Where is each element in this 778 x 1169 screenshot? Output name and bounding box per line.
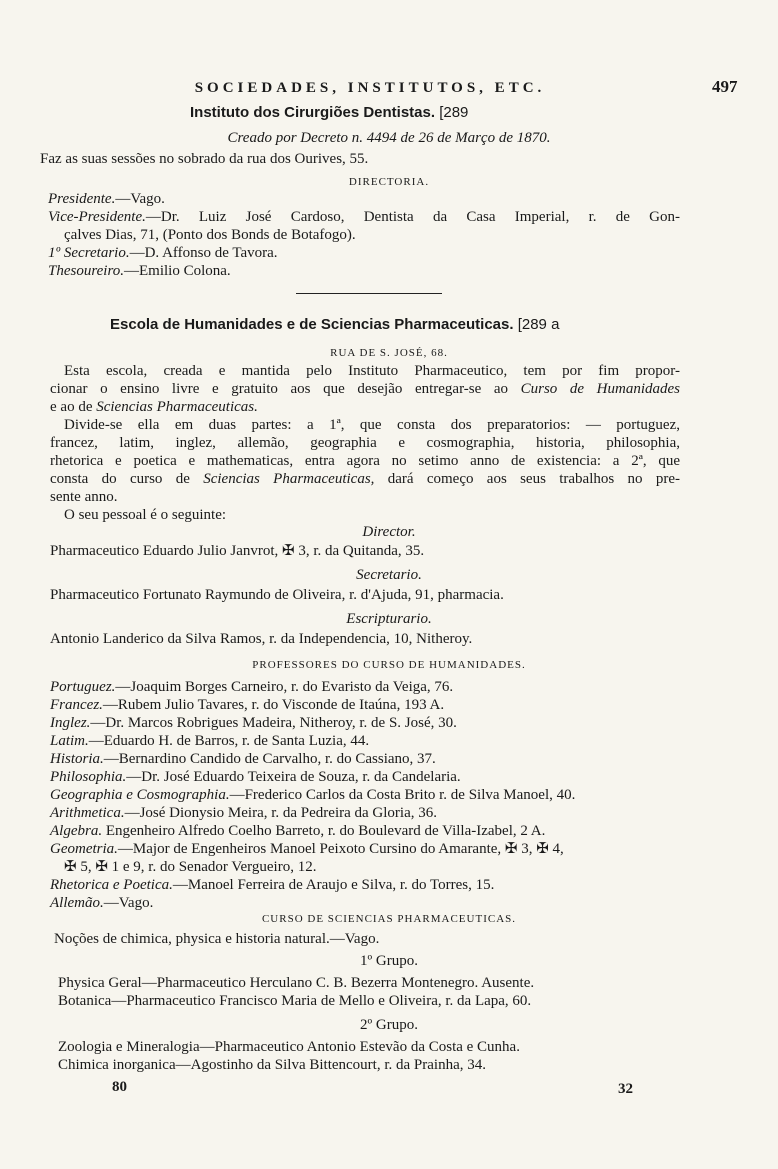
- secretario-label: 1º Secretario.: [48, 245, 130, 261]
- director-line: Pharmaceutico Eduardo Julio Janvrot, ✠ 3, r. da Quitanda, 35.: [50, 543, 425, 559]
- running-title: SOCIEDADES, INSTITUTOS, ETC.: [194, 80, 546, 96]
- instituto-title: [190, 104, 468, 122]
- professor-subject: Latim.: [50, 733, 89, 749]
- instituto-ref: [289: [439, 104, 469, 121]
- professor-subject: Inglez.: [50, 715, 91, 731]
- list-item: [50, 876, 494, 894]
- list-item: [50, 714, 457, 732]
- professor-value: —Vago.: [103, 895, 154, 911]
- grupo1-heading: 1º Grupo.: [360, 953, 418, 969]
- list-item: [50, 786, 575, 804]
- list-item: [50, 804, 437, 822]
- escola-p2-l4b: Sciencias Pharmaceuticas,: [203, 471, 375, 487]
- escola-p1-l3b: Sciencias Pharmaceuticas.: [96, 399, 258, 415]
- presidente-line: [48, 190, 165, 208]
- escola-p2-l4: [50, 470, 680, 488]
- escripturario-heading: Escripturario.: [346, 611, 432, 627]
- escola-p2-l3: rhetorica e poetica e mathematicas, entra agora no setimo anno de existencia: a 2ª, que: [50, 453, 680, 469]
- grupo2-line-2: Chimica inorganica—Agostinho da Silva Bittencourt, r. da Prainha, 34.: [58, 1057, 486, 1073]
- grupo1-line-2: Botanica—Pharmaceutico Francisco Maria de Mello e Oliveira, r. da Lapa, 60.: [58, 993, 532, 1009]
- page-number: 497: [712, 77, 738, 96]
- footer-left-number: 80: [112, 1079, 127, 1095]
- professor-subject: Francez.: [50, 697, 103, 713]
- professor-subject: Portuguez.: [50, 679, 116, 695]
- professor-value: Engenheiro Alfredo Coelho Barreto, r. do Boulevard de Villa-Izabel, 2 A.: [102, 823, 546, 839]
- escola-p1-l2b: Curso de Humanidades: [520, 381, 680, 397]
- escola-p2-l4c: dará começo aos seus trabalhos no pre-: [374, 471, 680, 487]
- professor-value: —Eduardo H. de Barros, r. de Santa Luzia, 44.: [88, 733, 370, 749]
- vice-value: —Dr. Luiz José Cardoso, Dentista da Casa Imperial, r. de Gon-: [145, 209, 680, 225]
- escola-p3: O seu pessoal é o seguinte:: [64, 507, 227, 523]
- section-divider: [296, 293, 442, 294]
- directoria-heading: DIRECTORIA.: [348, 176, 430, 188]
- escola-p1-l1: Esta escola, creada e mantida pelo Instituto Pharmaceutico, tem por fim propor-: [64, 363, 680, 379]
- vice-line: [48, 208, 680, 226]
- escola-title: [110, 316, 559, 334]
- escola-p2-l5: sente anno.: [50, 489, 118, 505]
- professor-value: —Major de Engenheiros Manoel Peixoto Cursino do Amarante, ✠ 3, ✠ 4,: [117, 841, 564, 857]
- instituto-title-text: Instituto dos Cirurgiões Dentistas.: [190, 104, 436, 121]
- professor-value: —Frederico Carlos da Costa Brito r. de Silva Manoel, 40.: [229, 787, 576, 803]
- director-heading: Director.: [362, 524, 416, 540]
- instituto-meets: Faz as suas sessões no sobrado da rua dos Ourives, 55.: [40, 151, 369, 167]
- escola-p2-l2: francez, latim, inglez, allemão, geographia e cosmographia, historia, philosophia,: [50, 435, 680, 451]
- escola-p2-l4a: consta do curso de: [50, 471, 204, 487]
- list-item: [50, 732, 369, 750]
- escola-title-text: Escola de Humanidades e de Sciencias Pharmaceuticas.: [110, 316, 514, 333]
- list-item: [50, 768, 461, 786]
- professor-value: —Dr. Marcos Robrigues Madeira, Nitheroy, r. de S. José, 30.: [90, 715, 457, 731]
- escripturario-line: Antonio Landerico da Silva Ramos, r. da Independencia, 10, Nitheroy.: [50, 631, 473, 647]
- professor-subject: Philosophia.: [50, 769, 127, 785]
- vice-line-2: çalves Dias, 71, (Ponto dos Bonds de Botafogo).: [64, 227, 356, 243]
- list-item: [50, 840, 564, 858]
- thesoureiro-label: Thesoureiro.: [48, 263, 124, 279]
- vice-label: Vice-Presidente.: [48, 209, 146, 225]
- list-item: [50, 822, 545, 840]
- professor-value: —José Dionysio Meira, r. da Pedreira da Gloria, 36.: [124, 805, 438, 821]
- secretario-value: —D. Affonso de Tavora.: [129, 245, 278, 261]
- curso-heading: CURSO DE SCIENCIAS PHARMACEUTICAS.: [261, 913, 517, 925]
- professores-heading: PROFESSORES DO CURSO DE HUMANIDADES.: [252, 659, 526, 671]
- secretario-escola-line: Pharmaceutico Fortunato Raymundo de Oliveira, r. d'Ajuda, 91, pharmacia.: [50, 587, 504, 603]
- thesoureiro-line: [48, 262, 231, 280]
- professor-subject: Geometria.: [50, 841, 118, 857]
- professor-subject: Geographia e Cosmographia.: [50, 787, 230, 803]
- list-item: [50, 678, 453, 696]
- secretario-heading: Secretario.: [356, 567, 422, 583]
- list-item: [64, 858, 316, 876]
- escola-p1-l2: [50, 380, 680, 398]
- nocoes-line: Noções de chimica, physica e historia natural.—Vago.: [54, 931, 380, 947]
- escola-p1-l2a: cionar o ensino livre e gratuito aos que desejão entregar-se ao: [50, 381, 521, 397]
- grupo2-heading: 2º Grupo.: [360, 1017, 418, 1033]
- professor-subject: Algebra.: [50, 823, 103, 839]
- escola-address: RUA DE S. JOSÉ, 68.: [330, 347, 448, 359]
- grupo2-line-1: Zoologia e Mineralogia—Pharmaceutico Antonio Estevão da Costa e Cunha.: [58, 1039, 520, 1055]
- footer-right-number: 32: [618, 1081, 633, 1097]
- secretario-line: [48, 244, 278, 262]
- escola-p2-l1: Divide-se ella em duas partes: a 1ª, que consta dos preparatorios: — portuguez,: [64, 417, 680, 433]
- escola-p1-l3: [50, 398, 258, 416]
- professor-subject: Rhetorica e Poetica.: [50, 877, 173, 893]
- list-item: [50, 750, 436, 768]
- professor-value: —Joaquim Borges Carneiro, r. do Evaristo da Veiga, 76.: [115, 679, 454, 695]
- escola-ref: [289 a: [517, 316, 560, 333]
- presidente-value: —Vago.: [115, 191, 165, 207]
- professor-value: —Rubem Julio Tavares, r. do Visconde de Itaúna, 193 A.: [102, 697, 445, 713]
- escola-p1-l3a: e ao de: [50, 399, 97, 415]
- thesoureiro-value: —Emilio Colona.: [123, 263, 231, 279]
- professor-subject: Arithmetica.: [50, 805, 125, 821]
- professor-subject: Allemão.: [50, 895, 104, 911]
- list-item: [50, 696, 444, 714]
- presidente-label: Presidente.: [48, 191, 116, 207]
- professor-value: —Manoel Ferreira de Araujo e Silva, r. do Torres, 15.: [172, 877, 495, 893]
- grupo1-line-1: Physica Geral—Pharmaceutico Herculano C. B. Bezerra Montenegro. Ausente.: [58, 975, 535, 991]
- professor-subject: Historia.: [50, 751, 104, 767]
- professor-value: —Dr. José Eduardo Teixeira de Souza, r. da Candelaria.: [126, 769, 461, 785]
- professor-value: ✠ 5, ✠ 1 e 9, r. do Senador Vergueiro, 12.: [64, 859, 317, 875]
- professor-value: —Bernardino Candido de Carvalho, r. do Cassiano, 37.: [103, 751, 436, 767]
- instituto-created: Creado por Decreto n. 4494 de 26 de Março de 1870.: [227, 130, 551, 146]
